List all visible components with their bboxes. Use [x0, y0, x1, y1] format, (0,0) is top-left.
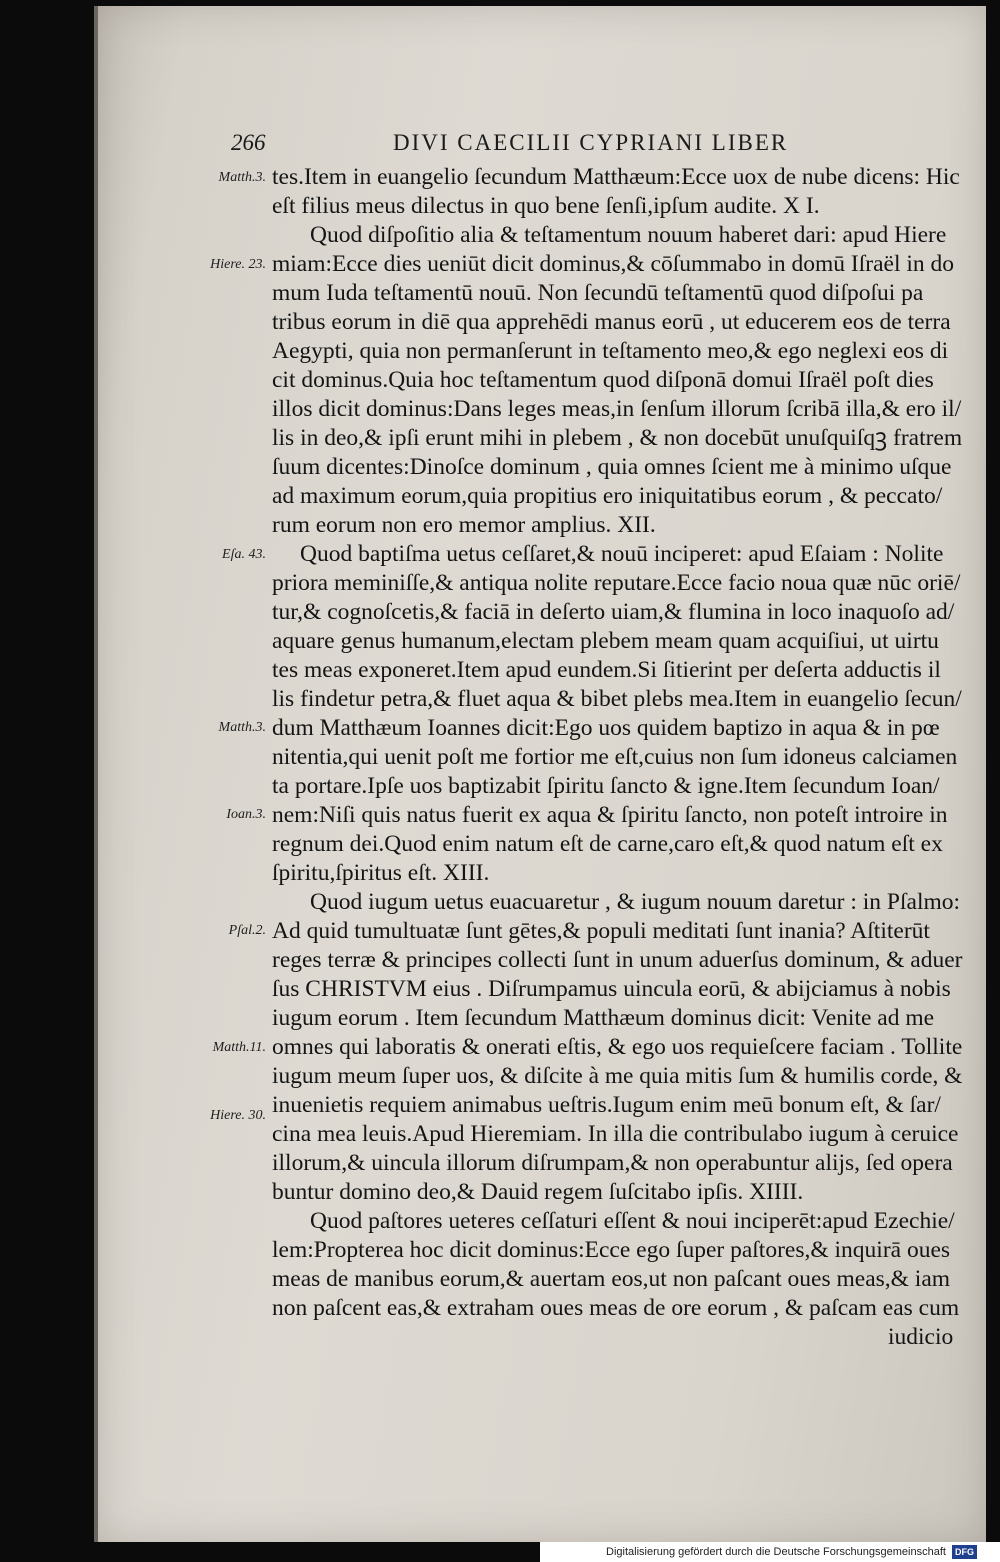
text-line: ſuum dicentes:Dinoſce dominum , quia omnes ſcient me à minimo uſque [272, 454, 952, 480]
text-line: cit dominus.Quia hoc teſtamentum quod diſponā domui Iſraël poſt dies [272, 367, 934, 393]
text-line: tur,& cognoſcetis,& faciā in deſerto uiam,& flumina in loco inaquoſo ad/ [272, 599, 955, 625]
text-line: omnes qui laboratis & onerati eſtis, & ego uos requieſcere faciam . Tollite [272, 1034, 963, 1060]
text-line: lem:Propterea hoc dicit dominus:Ecce ego ſuper paſtores,& inquirā oues [272, 1237, 951, 1263]
text-line: rum eorum non ero memor amplius. XII. [272, 512, 656, 538]
text-line: Quod diſpoſitio alia & teſtamentum nouum haberet dari: apud Hiere [310, 222, 947, 248]
text-line: reges terræ & principes collecti ſunt in unum aduerſus dominum, & aduer [272, 947, 963, 973]
text-line: eſt filius meus dilectus in quo bene ſenſi,ipſum audite. X I. [272, 193, 820, 219]
text-line: nitentia,qui uenit poſt me fortior me eſt,cuius non ſum idoneus calciamen [272, 744, 958, 770]
text-line: tes meas exponeret.Item apud eundem.Si ſitierint per deſerta adductis il [272, 657, 941, 683]
text-line: non paſcent eas,& extraham oues meas de ore eorum , & paſcam eas cum [272, 1295, 960, 1321]
text-line: lis in deo,& ipſi erunt mihi in plebem , & non docebūt unuſquiſqꝫ fratrem [272, 425, 963, 451]
text-line: buntur domino deo,& Dauid regem ſuſcitabo ipſis. XIIII. [272, 1179, 804, 1205]
page-number: 266 [231, 130, 266, 155]
catchword: iudicio [888, 1324, 954, 1350]
text-line: ad maximum eorum,quia propitius ero iniquitatibus eorum , & peccato/ [272, 483, 943, 509]
text-line: Ad quid tumultuatæ ſunt gētes,& populi meditati ſunt inania? Aſtiterūt [272, 918, 930, 944]
text-line: regnum dei.Quod enim natum eſt de carne,caro eſt,& quod natum eſt ex [272, 831, 943, 857]
margin-note: Eſa. 43. [222, 547, 266, 562]
text-line: lis findetur petra,& fluet aqua & bibet plebs mea.Item in euangelio ſecun/ [272, 686, 962, 712]
margin-note: Ioan.3. [226, 807, 266, 822]
margin-note: Matth.3. [218, 170, 266, 185]
margin-note: Hiere. 23. [210, 257, 266, 272]
footer-text: Digitalisierung gefördert durch die Deutsche Forschungsgemeinschaft [606, 1546, 946, 1558]
text-line: miam:Ecce dies ueniūt dicit dominus,& cōſummabo in domū Iſraël in do [272, 251, 955, 277]
digitization-footer [540, 1542, 1000, 1562]
text-line: inuenietis requiem animabus ueſtris.Iugum enim meū bonum eſt, & ſar/ [272, 1092, 941, 1118]
text-line: ſus CHRISTVM eius . Diſrumpamus uincula eorū, & abijciamus à nobis [272, 976, 951, 1002]
margin-note: Matth.11. [212, 1040, 266, 1055]
text-line: aquare genus humanum,electam plebem meam quam acquiſiui, ut uirtu [272, 628, 939, 654]
text-line: Quod iugum uetus euacuaretur , & iugum nouum daretur : in Pſalmo: [310, 889, 961, 915]
text-line: Quod paſtores ueteres ceſſaturi eſſent & noui inciperēt:apud Ezechie/ [310, 1208, 955, 1234]
text-line: priora meminiſſe,& antiqua nolite reputare.Ecce facio noua quæ nūc oriē/ [272, 570, 961, 596]
text-line: meas de manibus eorum,& auertam eos,ut non paſcant oues meas,& iam [272, 1266, 951, 1292]
margin-note: Hiere. 30. [210, 1108, 266, 1123]
text-line: tribus eorum in diē qua apprehēdi manus eorū , ut educerem eos de terra [272, 309, 951, 335]
text-line: mum Iuda teſtamentū nouū. Non ſecundū teſtamentū quod diſpoſui pa [272, 280, 924, 306]
text-line: illos dicit dominus:Dans leges meas,in ſenſum illorum ſcribā illa,& ero il/ [272, 396, 962, 422]
running-title: DIVI CAECILII CYPRIANI LIBER [393, 130, 789, 155]
text-line: illorum,& uincula illorum diſrumpam,& non operabuntur alijs, ſed opera [272, 1150, 953, 1176]
text-line: Aegypti, quia non permanſerunt in teſtamento meo,& ego neglexi eos di [272, 338, 949, 364]
text-line: ta portare.Ipſe uos baptizabit ſpiritu ſancto & igne.Item ſecundum Ioan/ [272, 773, 940, 799]
text-line: ſpiritu,ſpiritus eſt. XIII. [272, 860, 490, 886]
text-line: nem:Niſi quis natus fuerit ex aqua & ſpiritu ſancto, non poteſt introire in [272, 802, 948, 828]
margin-note: Pſal.2. [228, 923, 266, 938]
margin-note: Matth.3. [218, 720, 266, 735]
text-line: tes.Item in euangelio ſecundum Matthæum:Ecce uox de nube dicens: Hic [272, 164, 960, 190]
page-header [231, 130, 931, 160]
text-line: iugum eorum . Item ſecundum Matthæum dominus dicit: Venite ad me [272, 1005, 935, 1031]
text-line: iugum meum ſuper uos, & diſcite à me quia mitis ſum & humilis corde, & [272, 1063, 963, 1089]
text-line: dum Matthæum Ioannes dicit:Ego uos quidem baptizo in aqua & in pœ [272, 715, 940, 741]
text-line: cina mea leuis.Apud Hieremiam. In illa die contribulabo iugum à ceruice [272, 1121, 959, 1147]
dfg-logo-icon: DFG [952, 1545, 977, 1559]
text-line: Quod baptiſma uetus ceſſaret,& nouū inciperet: apud Eſaiam : Nolite [300, 541, 944, 567]
